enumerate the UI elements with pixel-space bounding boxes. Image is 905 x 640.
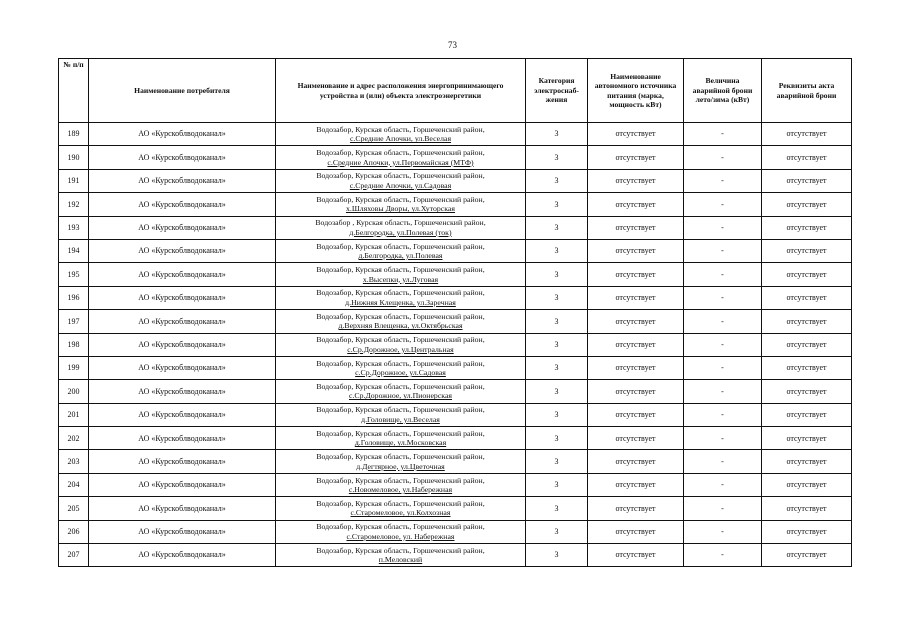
address-line-1: Водозабор, Курская область, Горшеченский район, — [316, 194, 485, 204]
cell-consumer: АО «Курскоблводоканал» — [89, 497, 276, 520]
cell-category: 3 — [526, 333, 588, 356]
cell-reserve: - — [684, 380, 762, 403]
cell-address — [276, 544, 526, 567]
cell-requisites: отсутствует — [762, 497, 852, 520]
table-row — [59, 380, 852, 403]
cell-reserve: - — [684, 310, 762, 333]
header-requisites: Реквизиты акта аварийной брони — [762, 59, 852, 123]
cell-consumer: АО «Курскоблводоканал» — [89, 427, 276, 450]
address-line-1: Водозабор, Курская область, Горшеченский район, — [316, 124, 485, 134]
header-consumer: Наименование потребителя — [89, 59, 276, 123]
cell-reserve: - — [684, 169, 762, 192]
address-line-2: д.Белгородка, ул.Полевая (ток) — [349, 227, 452, 237]
table-row — [59, 333, 852, 356]
table-row — [59, 286, 852, 309]
cell-requisites: отсутствует — [762, 356, 852, 379]
cell-reserve: - — [684, 193, 762, 216]
cell-category: 3 — [526, 403, 588, 426]
table-row — [59, 520, 852, 543]
cell-requisites: отсутствует — [762, 216, 852, 239]
address-line-1: Водозабор, Курская область, Горшеченский район, — [316, 148, 485, 158]
cell-address — [276, 380, 526, 403]
cell-address — [276, 263, 526, 286]
table-row — [59, 123, 852, 146]
cell-num: 207 — [59, 544, 89, 567]
cell-category: 3 — [526, 263, 588, 286]
address-line-2: д.Головище, ул.Московская — [354, 438, 447, 448]
cell-address — [276, 333, 526, 356]
cell-autonomous-source: отсутствует — [588, 216, 684, 239]
cell-category: 3 — [526, 146, 588, 169]
cell-consumer: АО «Курскоблводоканал» — [89, 263, 276, 286]
cell-category: 3 — [526, 427, 588, 450]
address-line-1: Водозабор, Курская область, Горшеченский район, — [316, 428, 485, 438]
table-row — [59, 544, 852, 567]
cell-address — [276, 310, 526, 333]
table-row — [59, 263, 852, 286]
table-header — [59, 59, 852, 123]
address-line-1: Водозабор, Курская область, Горшеченский район, — [316, 545, 485, 555]
cell-consumer: АО «Курскоблводоканал» — [89, 473, 276, 496]
cell-requisites: отсутствует — [762, 146, 852, 169]
cell-autonomous-source: отсутствует — [588, 450, 684, 473]
cell-consumer: АО «Курскоблводоканал» — [89, 123, 276, 146]
cell-reserve: - — [684, 403, 762, 426]
address-line-2: д.Дегтярное, ул.Цветочная — [356, 461, 445, 471]
cell-consumer: АО «Курскоблводоканал» — [89, 216, 276, 239]
cell-address — [276, 427, 526, 450]
cell-consumer: АО «Курскоблводоканал» — [89, 544, 276, 567]
cell-consumer: АО «Курскоблводоканал» — [89, 450, 276, 473]
cell-num: 203 — [59, 450, 89, 473]
cell-address — [276, 520, 526, 543]
cell-category: 3 — [526, 380, 588, 403]
address-line-2: д.Верхняя Влещенка, ул.Октябрьская — [338, 321, 463, 331]
cell-autonomous-source: отсутствует — [588, 333, 684, 356]
address-line-1: Водозабор, Курская область, Горшеченский район, — [316, 452, 485, 462]
cell-address — [276, 146, 526, 169]
cell-address — [276, 239, 526, 262]
cell-consumer: АО «Курскоблводоканал» — [89, 193, 276, 216]
cell-consumer: АО «Курскоблводоканал» — [89, 169, 276, 192]
header-reserve: Величина аварийной брони лето/зима (кВт) — [684, 59, 762, 123]
cell-address — [276, 450, 526, 473]
cell-requisites: отсутствует — [762, 193, 852, 216]
cell-reserve: - — [684, 427, 762, 450]
cell-num: 201 — [59, 403, 89, 426]
cell-consumer: АО «Курскоблводоканал» — [89, 356, 276, 379]
cell-num: 193 — [59, 216, 89, 239]
cell-num: 191 — [59, 169, 89, 192]
header-num: № п/п — [59, 59, 89, 123]
cell-num: 189 — [59, 123, 89, 146]
consumers-table — [58, 58, 852, 567]
cell-category: 3 — [526, 544, 588, 567]
cell-category: 3 — [526, 356, 588, 379]
cell-requisites: отсутствует — [762, 520, 852, 543]
cell-requisites: отсутствует — [762, 450, 852, 473]
cell-autonomous-source: отсутствует — [588, 403, 684, 426]
cell-num: 199 — [59, 356, 89, 379]
cell-autonomous-source: отсутствует — [588, 380, 684, 403]
cell-reserve: - — [684, 520, 762, 543]
cell-category: 3 — [526, 310, 588, 333]
cell-category: 3 — [526, 193, 588, 216]
cell-category: 3 — [526, 473, 588, 496]
cell-address — [276, 403, 526, 426]
cell-address — [276, 216, 526, 239]
address-line-2: с.Новомеловое, ул.Набережная — [348, 485, 453, 495]
cell-consumer: АО «Курскоблводоканал» — [89, 310, 276, 333]
address-line-2: х.Высепки, ул.Луговая — [362, 274, 439, 284]
table-row — [59, 216, 852, 239]
cell-requisites: отсутствует — [762, 473, 852, 496]
cell-requisites: отсутствует — [762, 286, 852, 309]
address-line-2: с.Ср.Дорожное, ул.Пионерская — [349, 391, 452, 401]
cell-reserve: - — [684, 544, 762, 567]
cell-address — [276, 193, 526, 216]
cell-num: 204 — [59, 473, 89, 496]
cell-autonomous-source: отсутствует — [588, 263, 684, 286]
cell-category: 3 — [526, 169, 588, 192]
cell-reserve: - — [684, 123, 762, 146]
cell-requisites: отсутствует — [762, 239, 852, 262]
cell-autonomous-source: отсутствует — [588, 473, 684, 496]
cell-requisites: отсутствует — [762, 333, 852, 356]
cell-num: 206 — [59, 520, 89, 543]
header-autonomous-source: Наименование автономного источника питания (марка, мощность кВт) — [588, 59, 684, 123]
cell-autonomous-source: отсутствует — [588, 356, 684, 379]
cell-reserve: - — [684, 356, 762, 379]
cell-category: 3 — [526, 286, 588, 309]
cell-requisites: отсутствует — [762, 169, 852, 192]
header-category: Категория электроснаб-жения — [526, 59, 588, 123]
cell-reserve: - — [684, 450, 762, 473]
cell-num: 197 — [59, 310, 89, 333]
cell-requisites: отсутствует — [762, 123, 852, 146]
page-number: 73 — [448, 40, 457, 50]
cell-num: 194 — [59, 239, 89, 262]
cell-reserve: - — [684, 286, 762, 309]
cell-reserve: - — [684, 497, 762, 520]
cell-consumer: АО «Курскоблводоканал» — [89, 239, 276, 262]
address-line-1: Водозабор, Курская область, Горшеченский район, — [316, 475, 485, 485]
address-line-1: Водозабор, Курская область, Горшеченский район, — [316, 288, 485, 298]
table-row — [59, 356, 852, 379]
cell-num: 190 — [59, 146, 89, 169]
address-line-2: х.Шляховы Дворы, ул.Хуторская — [346, 204, 455, 214]
cell-autonomous-source: отсутствует — [588, 286, 684, 309]
cell-autonomous-source: отсутствует — [588, 123, 684, 146]
address-line-2: с.Средние Апочки, ул.Первомайская (МТФ) — [327, 157, 474, 167]
cell-autonomous-source: отсутствует — [588, 310, 684, 333]
cell-category: 3 — [526, 123, 588, 146]
cell-reserve: - — [684, 333, 762, 356]
cell-consumer: АО «Курскоблводоканал» — [89, 333, 276, 356]
cell-autonomous-source: отсутствует — [588, 544, 684, 567]
cell-autonomous-source: отсутствует — [588, 427, 684, 450]
cell-num: 196 — [59, 286, 89, 309]
table-row — [59, 473, 852, 496]
cell-reserve: - — [684, 146, 762, 169]
table-row — [59, 169, 852, 192]
table-row — [59, 427, 852, 450]
address-line-2: с.Старомеловое, ул. Набережная — [346, 531, 455, 541]
cell-requisites: отсутствует — [762, 544, 852, 567]
table-row — [59, 450, 852, 473]
cell-autonomous-source: отсутствует — [588, 169, 684, 192]
address-line-1: Водозабор, Курская область, Горшеченский район, — [316, 241, 485, 251]
address-line-1: Водозабор, Курская область, Горшеченский район, — [316, 358, 485, 368]
address-line-1: Водозабор, Курская область, Горшеченский район, — [316, 498, 485, 508]
table-row — [59, 146, 852, 169]
table-row — [59, 403, 852, 426]
cell-num: 195 — [59, 263, 89, 286]
table-row — [59, 239, 852, 262]
cell-consumer: АО «Курскоблводоканал» — [89, 403, 276, 426]
address-line-2: д.Головище, ул.Веселая — [361, 414, 440, 424]
cell-address — [276, 286, 526, 309]
cell-num: 192 — [59, 193, 89, 216]
cell-requisites: отсутствует — [762, 427, 852, 450]
cell-address — [276, 356, 526, 379]
cell-reserve: - — [684, 216, 762, 239]
address-line-2: д.Белгородка, ул.Полевая — [358, 251, 443, 261]
cell-consumer: АО «Курскоблводоканал» — [89, 520, 276, 543]
cell-autonomous-source: отсутствует — [588, 497, 684, 520]
address-line-1: Водозабор, Курская область, Горшеченский район, — [316, 381, 485, 391]
cell-autonomous-source: отсутствует — [588, 520, 684, 543]
cell-address — [276, 473, 526, 496]
address-line-1: Водозабор , Курская область, Горшеченский район, — [315, 218, 486, 228]
cell-requisites: отсутствует — [762, 403, 852, 426]
address-line-2: д.Нижняя Клещенка, ул.Заречная — [345, 297, 456, 307]
cell-autonomous-source: отсутствует — [588, 146, 684, 169]
cell-reserve: - — [684, 239, 762, 262]
cell-num: 198 — [59, 333, 89, 356]
address-line-1: Водозабор, Курская область, Горшеченский район, — [316, 405, 485, 415]
cell-autonomous-source: отсутствует — [588, 193, 684, 216]
cell-autonomous-source: отсутствует — [588, 239, 684, 262]
cell-category: 3 — [526, 497, 588, 520]
cell-category: 3 — [526, 239, 588, 262]
cell-num: 202 — [59, 427, 89, 450]
cell-reserve: - — [684, 263, 762, 286]
address-line-2: с.Старомеловое, ул.Колхозная — [350, 508, 451, 518]
cell-consumer: АО «Курскоблводоканал» — [89, 146, 276, 169]
cell-consumer: АО «Курскоблводоканал» — [89, 286, 276, 309]
cell-requisites: отсутствует — [762, 380, 852, 403]
cell-category: 3 — [526, 216, 588, 239]
address-line-1: Водозабор, Курская область, Горшеченский район, — [316, 171, 485, 181]
address-line-2: с.Ср.Дорожное, ул.Центральная — [347, 344, 454, 354]
address-line-2: с.Средние Апочки, ул.Веселая — [349, 134, 452, 144]
cell-category: 3 — [526, 450, 588, 473]
table-row — [59, 193, 852, 216]
table-row — [59, 310, 852, 333]
address-line-1: Водозабор, Курская область, Горшеченский район, — [316, 311, 485, 321]
address-line-2: с.Средние Апочки, ул.Садовая — [349, 180, 452, 190]
cell-category: 3 — [526, 520, 588, 543]
cell-address — [276, 169, 526, 192]
address-line-1: Водозабор, Курская область, Горшеченский район, — [316, 335, 485, 345]
cell-num: 205 — [59, 497, 89, 520]
address-line-2: с.Ср.Дорожное, ул.Садовая — [355, 368, 446, 378]
cell-requisites: отсутствует — [762, 263, 852, 286]
header-address: Наименование и адрес расположения энергопринимающего устройства и (или) объекта электроэнергетики — [276, 59, 526, 123]
address-line-1: Водозабор, Курская область, Горшеченский район, — [316, 522, 485, 532]
cell-requisites: отсутствует — [762, 310, 852, 333]
table-row — [59, 497, 852, 520]
cell-consumer: АО «Курскоблводоканал» — [89, 380, 276, 403]
cell-address — [276, 123, 526, 146]
address-line-2: п.Меловский — [378, 555, 423, 565]
cell-reserve: - — [684, 473, 762, 496]
cell-num: 200 — [59, 380, 89, 403]
address-line-1: Водозабор, Курская область, Горшеченский район, — [316, 265, 485, 275]
table-body — [59, 123, 852, 567]
cell-address — [276, 497, 526, 520]
